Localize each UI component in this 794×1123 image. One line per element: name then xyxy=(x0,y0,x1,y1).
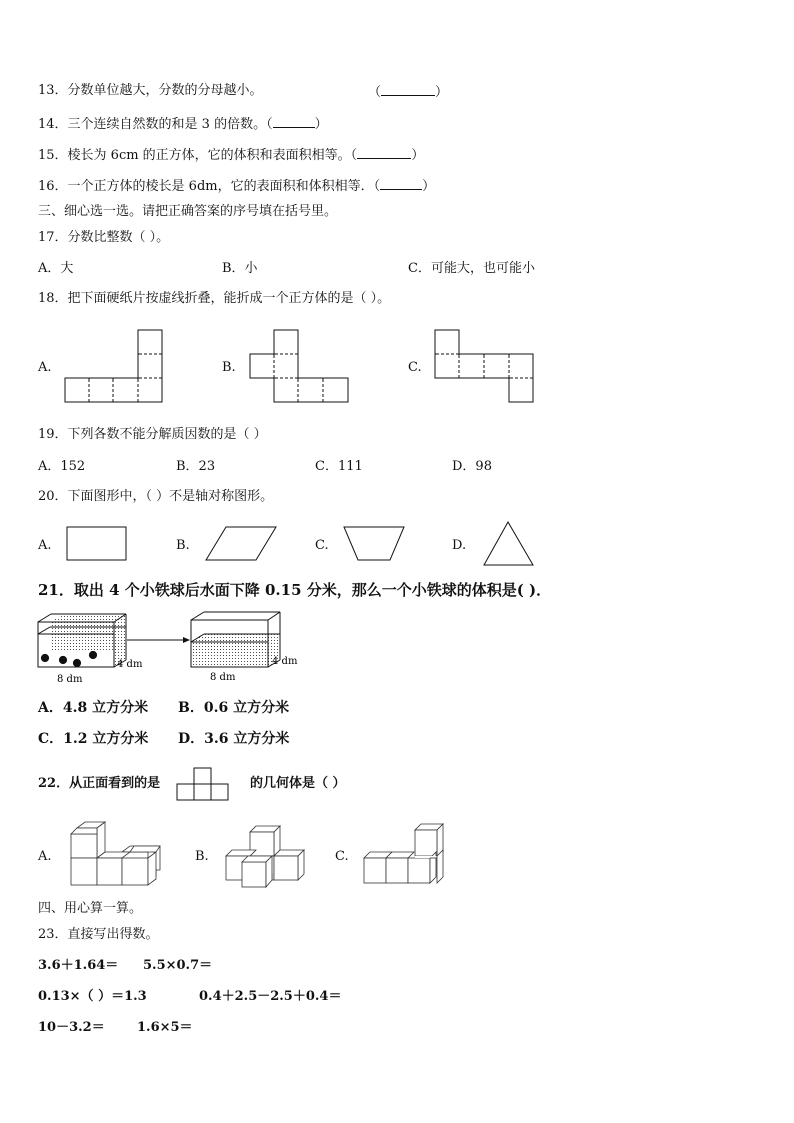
calc-item: 5.5×0.7＝ xyxy=(143,958,213,973)
question-19-option-c[interactable]: C．111 xyxy=(315,459,363,474)
question-19-option-b[interactable]: B．23 xyxy=(176,459,216,474)
question-19-option-d[interactable]: D．98 xyxy=(452,459,492,474)
tank-2-depth-label: 4 dm xyxy=(272,656,298,667)
question-22-text-before: 22．从正面看到的是 xyxy=(38,776,161,791)
tank-1-width-label: 8 dm xyxy=(57,674,83,685)
question-18-option-c[interactable]: C. xyxy=(408,360,422,375)
question-21-option-c[interactable]: C．1.2 立方分米 xyxy=(38,731,149,747)
question-21-text: 21．取出 4 个小铁球后水面下降 0.15 分米，那么一个小铁球的体积是( )． xyxy=(38,581,552,599)
question-22-text-after: 的几何体是（ ） xyxy=(250,776,346,791)
question-17-option-b[interactable]: B．小 xyxy=(222,261,258,276)
question-18-option-b[interactable]: B. xyxy=(222,360,236,375)
question-21-option-b[interactable]: B．0.6 立方分米 xyxy=(178,700,290,716)
front-view-shape xyxy=(177,768,228,800)
question-20-option-c[interactable]: C. xyxy=(315,538,329,553)
question-22-option-b[interactable]: B. xyxy=(195,849,209,864)
question-17-text: 17．分数比整数（ ）。 xyxy=(38,230,170,245)
calc-item: 1.6×5＝ xyxy=(137,1020,193,1035)
calc-item: 0.13×（ ）＝1.3 xyxy=(38,989,147,1004)
question-21-option-d[interactable]: D．3.6 立方分米 xyxy=(178,731,290,747)
question-18-option-a[interactable]: A. xyxy=(38,360,52,375)
question-19-text: 19．下列各数不能分解质因数的是（ ） xyxy=(38,427,267,442)
tank-1-depth-label: 4 dm xyxy=(117,659,143,670)
question-15-text: 15．棱长为 6cm 的正方体，它的体积和表面积相等。（ xyxy=(38,148,358,163)
solid-c xyxy=(364,824,443,883)
question-15: 15．棱长为 6cm 的正方体，它的体积和表面积相等。（ ） xyxy=(38,148,425,163)
question-16-text: 16．一个正方体的棱长是 6dm，它的表面积和体积相等．（ xyxy=(38,179,381,194)
question-23-text: 23．直接写出得数。 xyxy=(38,927,159,942)
solid-b xyxy=(226,826,304,887)
calc-item: 3.6＋1.64＝ xyxy=(38,958,119,973)
question-16: 16．一个正方体的棱长是 6dm，它的表面积和体积相等．（ ） xyxy=(38,179,436,194)
question-21-option-a[interactable]: A．4.8 立方分米 xyxy=(38,700,149,716)
question-22-option-a[interactable]: A. xyxy=(38,849,52,864)
question-17-option-a[interactable]: A．大 xyxy=(38,261,74,276)
solid-a xyxy=(71,822,160,885)
calc-item: 0.4＋2.5－2.5＋0.4＝ xyxy=(199,989,342,1004)
question-22-option-c[interactable]: C. xyxy=(335,849,349,864)
question-14-text: 14．三个连续自然数的和是 3 的倍数。（ xyxy=(38,117,273,132)
question-13-answer-blank[interactable]: （ ） xyxy=(368,85,449,100)
question-13-text: 13．分数单位越大，分数的分母越小。 xyxy=(38,83,263,98)
question-20-option-b[interactable]: B. xyxy=(176,538,190,553)
question-20-option-d[interactable]: D. xyxy=(452,538,467,553)
question-18-text: 18．把下面硬纸片按虚线折叠，能折成一个正方体的是（ ）。 xyxy=(38,291,391,306)
question-14: 14．三个连续自然数的和是 3 的倍数。（ ） xyxy=(38,117,328,132)
section-3-heading: 三、细心选一选。请把正确答案的序号填在括号里。 xyxy=(38,204,338,219)
question-19-option-a[interactable]: A．152 xyxy=(38,459,86,474)
question-17-option-c[interactable]: C．可能大，也可能小 xyxy=(408,261,535,276)
section-4-heading: 四、用心算一算。 xyxy=(38,901,143,916)
calc-item: 10－3.2＝ xyxy=(38,1020,105,1035)
tank-2-width-label: 8 dm xyxy=(210,672,236,683)
question-20-text: 20．下面图形中，（ ）不是轴对称图形。 xyxy=(38,489,274,504)
question-20-option-a[interactable]: A. xyxy=(38,538,52,553)
